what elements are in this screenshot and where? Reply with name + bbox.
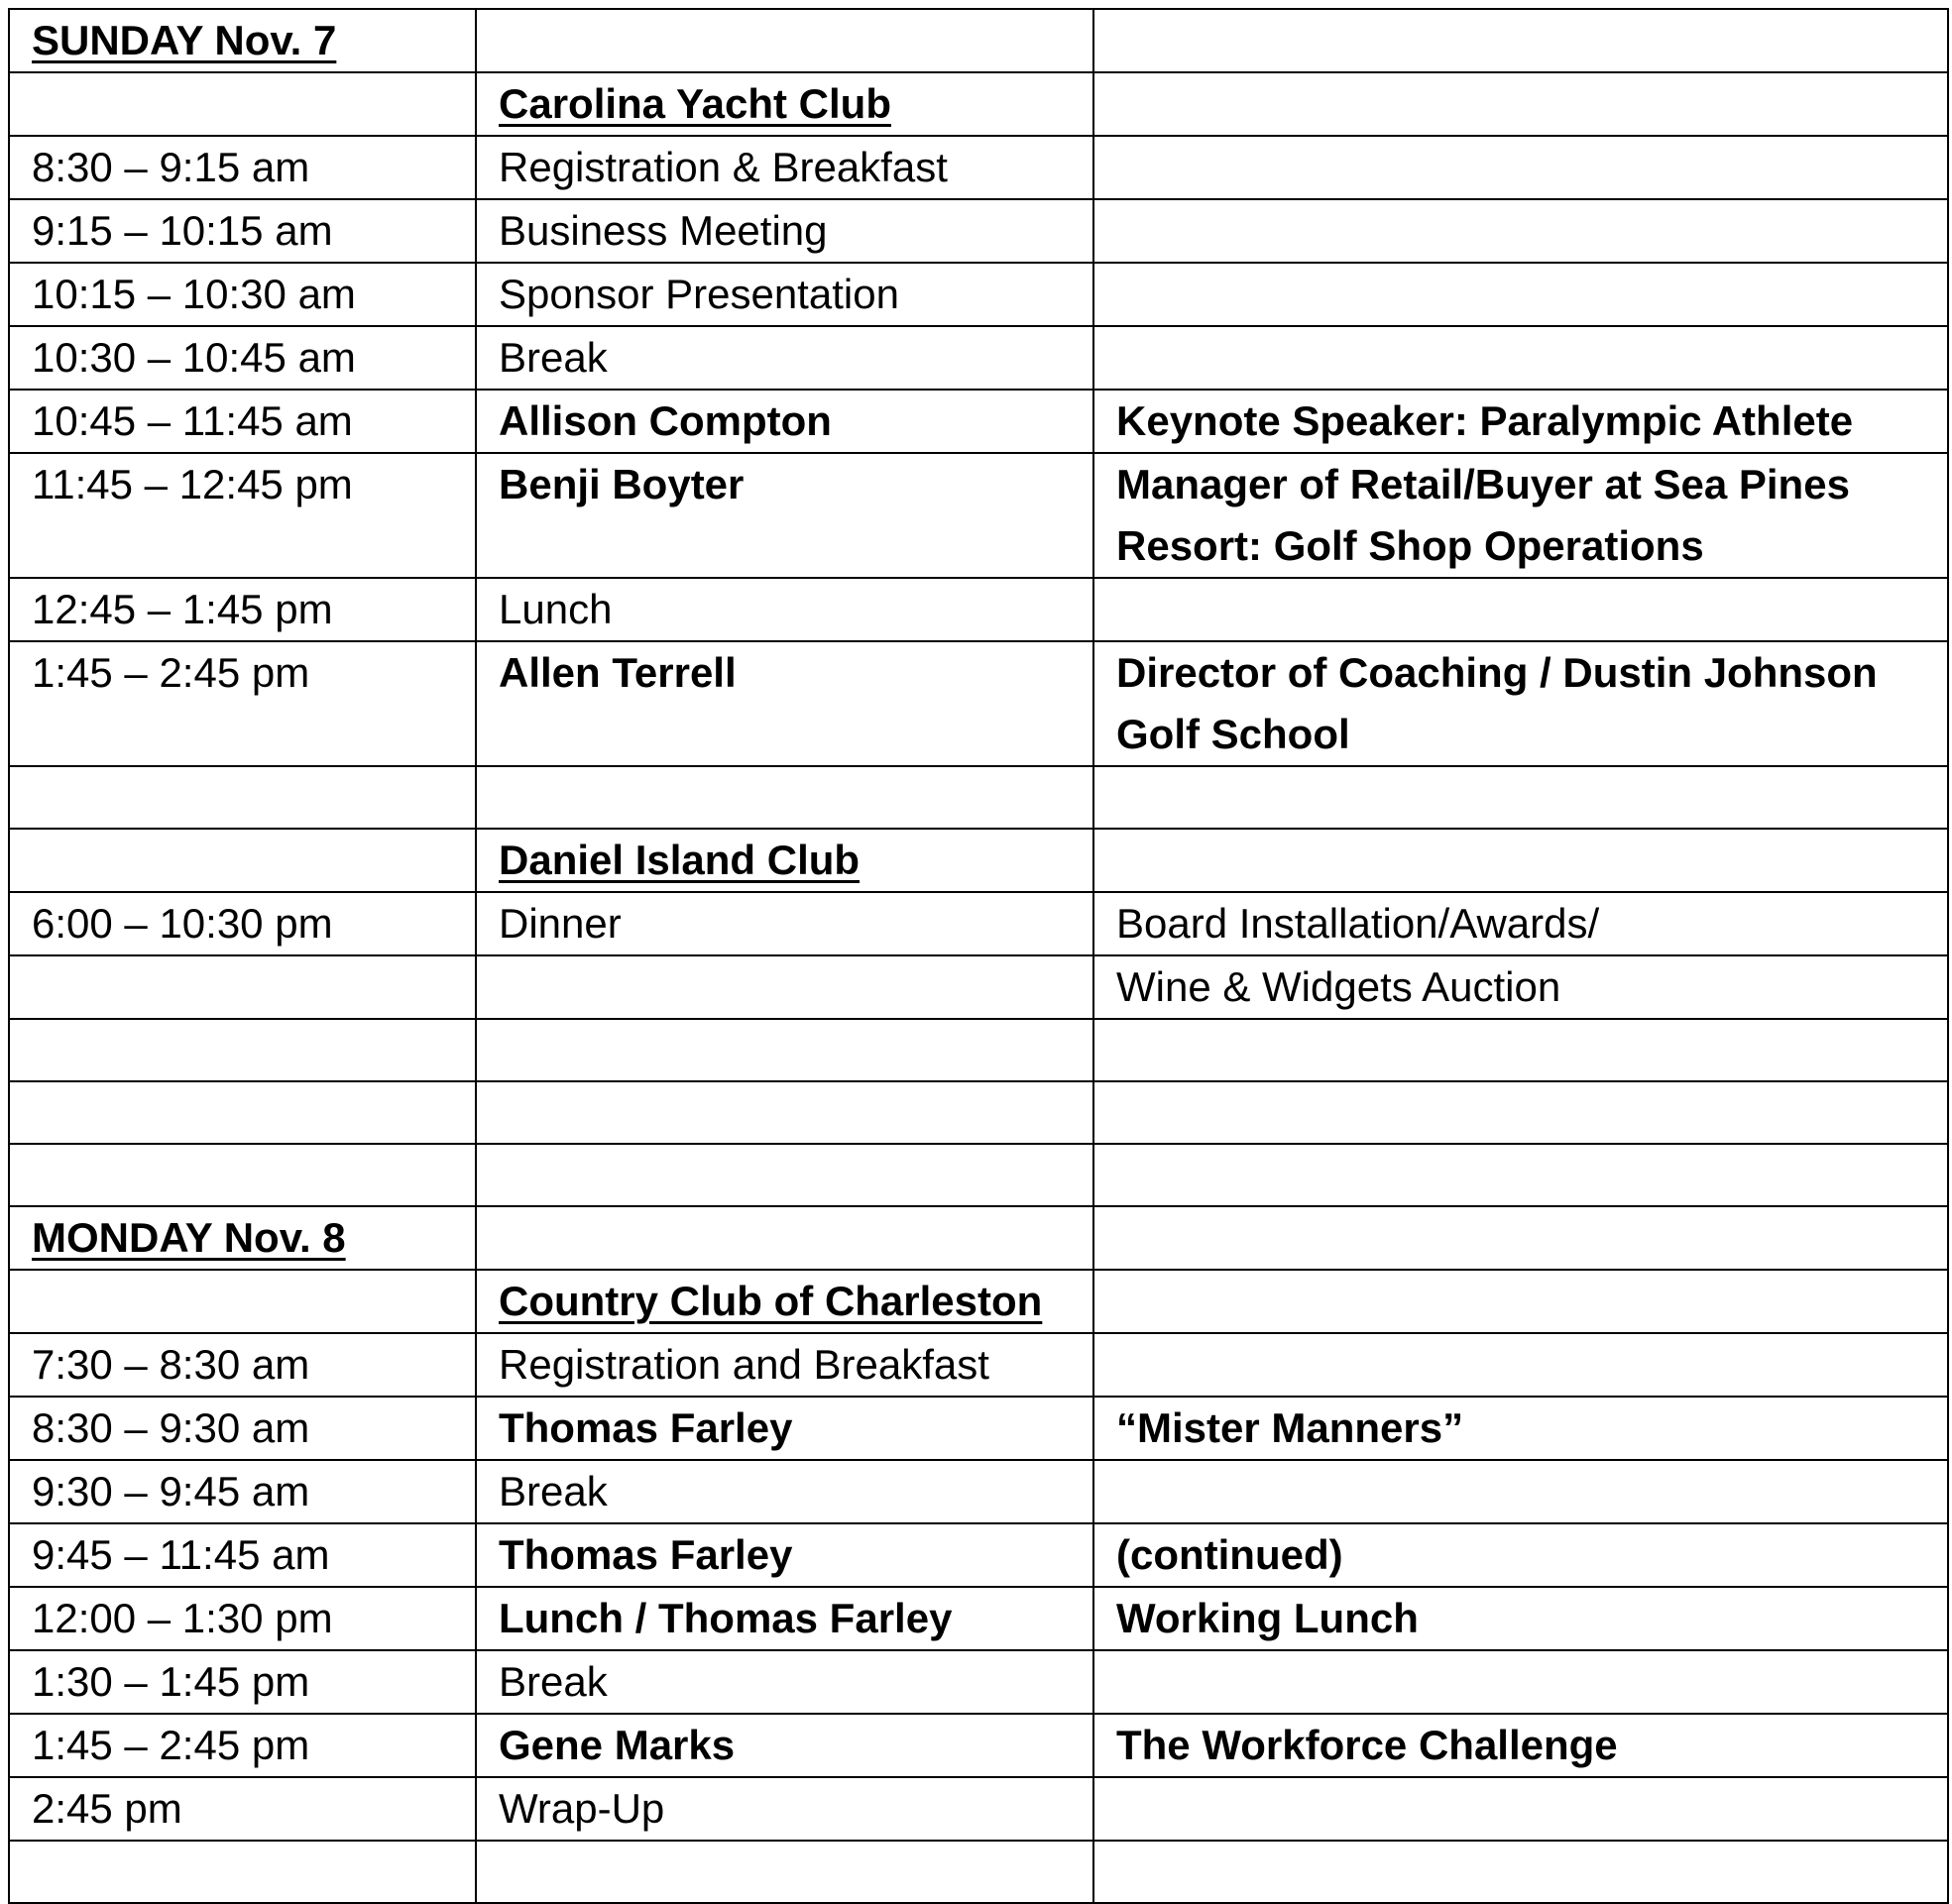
table-row: [9, 892, 1948, 955]
description-cell: The Workforce Challenge: [1093, 1714, 1948, 1777]
venue-heading-carolina-yacht-club: Carolina Yacht Club: [476, 72, 1093, 136]
table-row: [9, 1019, 1948, 1081]
table-row: [9, 1777, 1948, 1841]
time-cell: [9, 72, 476, 136]
time-cell: 1:45 – 2:45 pm: [9, 641, 476, 766]
table-row: [9, 72, 1948, 136]
description-cell: [1093, 829, 1948, 892]
time-cell: 9:45 – 11:45 am: [9, 1523, 476, 1587]
time-cell: 1:30 – 1:45 pm: [9, 1650, 476, 1714]
speaker-cell: Lunch / Thomas Farley: [476, 1587, 1093, 1650]
description-cell: [1093, 1206, 1948, 1270]
description-cell: [1093, 1333, 1948, 1397]
table-row: [9, 1270, 1948, 1333]
session-cell: [476, 1841, 1093, 1903]
description-cell: (continued): [1093, 1523, 1948, 1587]
description-cell: [1093, 72, 1948, 136]
speaker-cell: Allen Terrell: [476, 641, 1093, 766]
description-cell: Keynote Speaker: Paralympic Athlete: [1093, 390, 1948, 453]
table-row: [9, 955, 1948, 1019]
time-cell: 1:45 – 2:45 pm: [9, 1714, 476, 1777]
table-row: [9, 390, 1948, 453]
description-cell: [1093, 1777, 1948, 1841]
time-cell: 8:30 – 9:30 am: [9, 1397, 476, 1460]
table-row: [9, 1841, 1948, 1903]
day-heading-sunday: SUNDAY Nov. 7: [9, 9, 476, 72]
table-row: [9, 263, 1948, 326]
session-cell: Break: [476, 326, 1093, 390]
description-cell: [1093, 766, 1948, 829]
description-cell: “Mister Manners”: [1093, 1397, 1948, 1460]
table-row: [9, 1081, 1948, 1144]
speaker-cell: Thomas Farley: [476, 1397, 1093, 1460]
venue-cell: [476, 9, 1093, 72]
description-cell: [1093, 1144, 1948, 1206]
table-row: [9, 453, 1948, 578]
description-cell: [1093, 1650, 1948, 1714]
table-row: [9, 1523, 1948, 1587]
description-cell: [1093, 1270, 1948, 1333]
session-cell: [476, 955, 1093, 1019]
description-cell: [1093, 578, 1948, 641]
session-cell: Break: [476, 1460, 1093, 1523]
description-cell: Manager of Retail/Buyer at Sea Pines Resort: Golf Shop Operations: [1093, 453, 1948, 578]
time-cell: [9, 766, 476, 829]
table-row: [9, 136, 1948, 199]
table-row: [9, 326, 1948, 390]
time-cell: 6:00 – 10:30 pm: [9, 892, 476, 955]
description-cell: [1093, 1081, 1948, 1144]
time-cell: [9, 829, 476, 892]
description-cell: [1093, 326, 1948, 390]
description-cell: [1093, 263, 1948, 326]
time-cell: [9, 1081, 476, 1144]
session-cell: Lunch: [476, 578, 1093, 641]
table-row: [9, 9, 1948, 72]
time-cell: 10:45 – 11:45 am: [9, 390, 476, 453]
time-cell: [9, 1144, 476, 1206]
description-cell: Director of Coaching / Dustin Johnson Golf School: [1093, 641, 1948, 766]
description-cell: [1093, 199, 1948, 263]
session-cell: [476, 1081, 1093, 1144]
session-cell: Registration & Breakfast: [476, 136, 1093, 199]
time-cell: 12:00 – 1:30 pm: [9, 1587, 476, 1650]
table-row: [9, 1333, 1948, 1397]
time-cell: 11:45 – 12:45 pm: [9, 453, 476, 578]
description-cell: [1093, 136, 1948, 199]
time-cell: [9, 1019, 476, 1081]
time-cell: [9, 1270, 476, 1333]
time-cell: 10:15 – 10:30 am: [9, 263, 476, 326]
speaker-cell: Gene Marks: [476, 1714, 1093, 1777]
table-row: [9, 829, 1948, 892]
description-cell: [1093, 9, 1948, 72]
speaker-cell: Thomas Farley: [476, 1523, 1093, 1587]
table-row: [9, 641, 1948, 766]
description-cell: [1093, 1019, 1948, 1081]
time-cell: [9, 1841, 476, 1903]
time-cell: 12:45 – 1:45 pm: [9, 578, 476, 641]
session-cell: Wrap-Up: [476, 1777, 1093, 1841]
table-row: [9, 199, 1948, 263]
table-row: [9, 1144, 1948, 1206]
speaker-cell: Allison Compton: [476, 390, 1093, 453]
session-cell: Dinner: [476, 892, 1093, 955]
table-row: [9, 766, 1948, 829]
speaker-cell: Benji Boyter: [476, 453, 1093, 578]
table-row: [9, 1650, 1948, 1714]
session-cell: [476, 1019, 1093, 1081]
time-cell: 9:15 – 10:15 am: [9, 199, 476, 263]
session-cell: Sponsor Presentation: [476, 263, 1093, 326]
venue-heading-country-club-of-charleston: Country Club of Charleston: [476, 1270, 1093, 1333]
time-cell: [9, 955, 476, 1019]
schedule-table: [8, 8, 1949, 1904]
session-cell: Break: [476, 1650, 1093, 1714]
description-cell: Wine & Widgets Auction: [1093, 955, 1948, 1019]
venue-heading-daniel-island-club: Daniel Island Club: [476, 829, 1093, 892]
time-cell: 9:30 – 9:45 am: [9, 1460, 476, 1523]
table-row: [9, 1714, 1948, 1777]
time-cell: 2:45 pm: [9, 1777, 476, 1841]
session-cell: [476, 1144, 1093, 1206]
table-row: [9, 1587, 1948, 1650]
session-cell: Business Meeting: [476, 199, 1093, 263]
table-row: [9, 1460, 1948, 1523]
time-cell: 10:30 – 10:45 am: [9, 326, 476, 390]
table-row: [9, 1206, 1948, 1270]
venue-cell: [476, 1206, 1093, 1270]
description-cell: Working Lunch: [1093, 1587, 1948, 1650]
description-cell: [1093, 1460, 1948, 1523]
description-cell: Board Installation/Awards/: [1093, 892, 1948, 955]
time-cell: 7:30 – 8:30 am: [9, 1333, 476, 1397]
table-row: [9, 1397, 1948, 1460]
session-cell: Registration and Breakfast: [476, 1333, 1093, 1397]
time-cell: 8:30 – 9:15 am: [9, 136, 476, 199]
day-heading-monday: MONDAY Nov. 8: [9, 1206, 476, 1270]
table-row: [9, 578, 1948, 641]
description-cell: [1093, 1841, 1948, 1903]
session-cell: [476, 766, 1093, 829]
